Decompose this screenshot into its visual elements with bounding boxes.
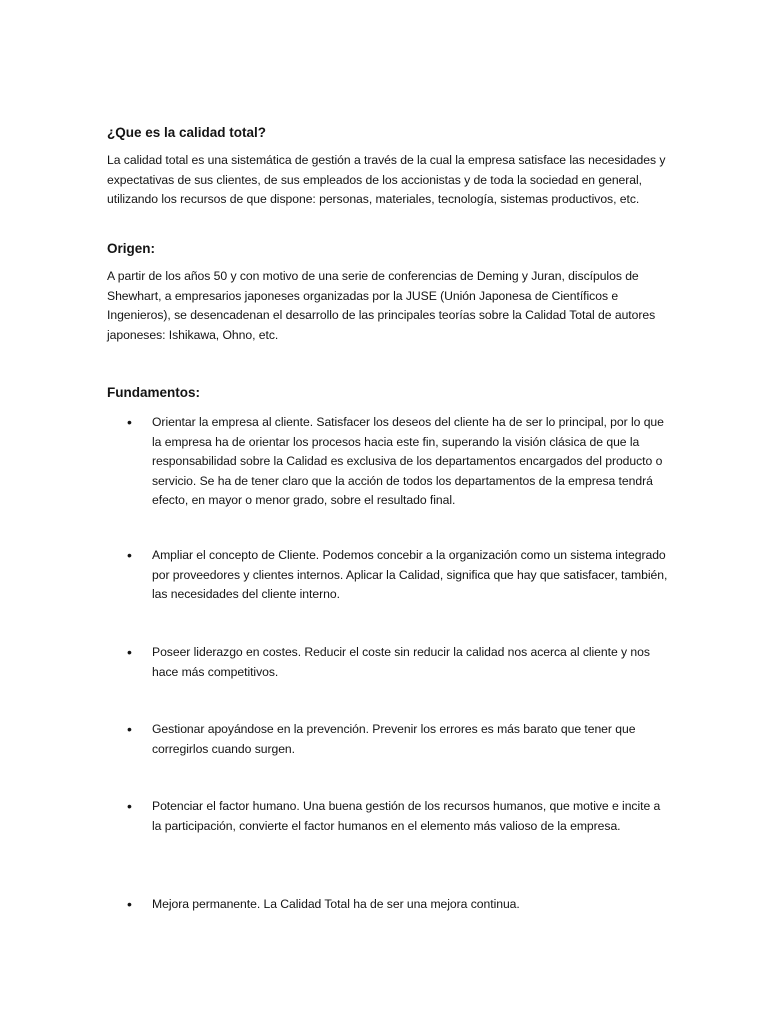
bullet-icon: • [127,798,132,814]
bullet-icon: • [127,547,132,563]
list-item-text: Ampliar el concepto de Cliente. Podemos concebir a la organización como un sistema integrado por proveedores y clientes internos. Aplicar la Calidad, significa que hay que satisfacer, también, las necesidades del cliente interno. [152,548,668,601]
bullet-icon: • [127,721,132,737]
list-item-text: Potenciar el factor humano. Una buena gestión de los recursos humanos, que motive e incite a la participación, convierte el factor humanos en el elemento más valioso de la empresa. [152,799,661,833]
list-item-text: Gestionar apoyándose en la prevención. Prevenir los errores es más barato que tener que corregirlos cuando surgen. [152,722,636,756]
page-title: ¿Que es la calidad total? [107,125,267,140]
list-item-text: Orientar la empresa al cliente. Satisfacer los deseos del cliente ha de ser lo principal, por lo que la empresa ha de orientar los procesos hacia este fin, superando la visión clásica de que la responsabilidad sobre la Calidad es exclusiva de los departamentos encargados del producto o servicio. Se ha de tener claro que la acción de todos los departamentos de la empresa tendrá efecto, en mayor o menor grado, sobre el resultado final. [152,415,664,507]
origen-heading: Origen: [107,241,156,256]
bullet-icon: • [127,414,132,430]
origen-paragraph: A partir de los años 50 y con motivo de una serie de conferencias de Deming y Juran, discípulos de Shewhart, a empresarios japoneses organizadas por la JUSE (Unión Japonesa de Científicos e Ingenieros), se desencadenan el desarrollo de las principales teorías sobre la Calidad Total de autores japoneses: Ishikawa, Ohno, etc. [107,269,656,342]
intro-paragraph: La calidad total es una sistemática de gestión a través de la cual la empresa satisface las necesidades y expectativas de sus clientes, de sus empleados de los accionistas y de toda la sociedad en general, utilizando los recursos de que dispone: personas, materiales, tecnología, sistemas productivos, etc. [107,153,666,206]
bullet-icon: • [127,644,132,660]
list-item-text: Poseer liderazgo en costes. Reducir el coste sin reducir la calidad nos acerca al cliente y nos hace más competitivos. [152,645,650,679]
fundamentos-heading: Fundamentos: [107,385,200,400]
list-item-text: Mejora permanente. La Calidad Total ha de ser una mejora continua. [152,897,520,911]
bullet-icon: • [127,896,132,912]
